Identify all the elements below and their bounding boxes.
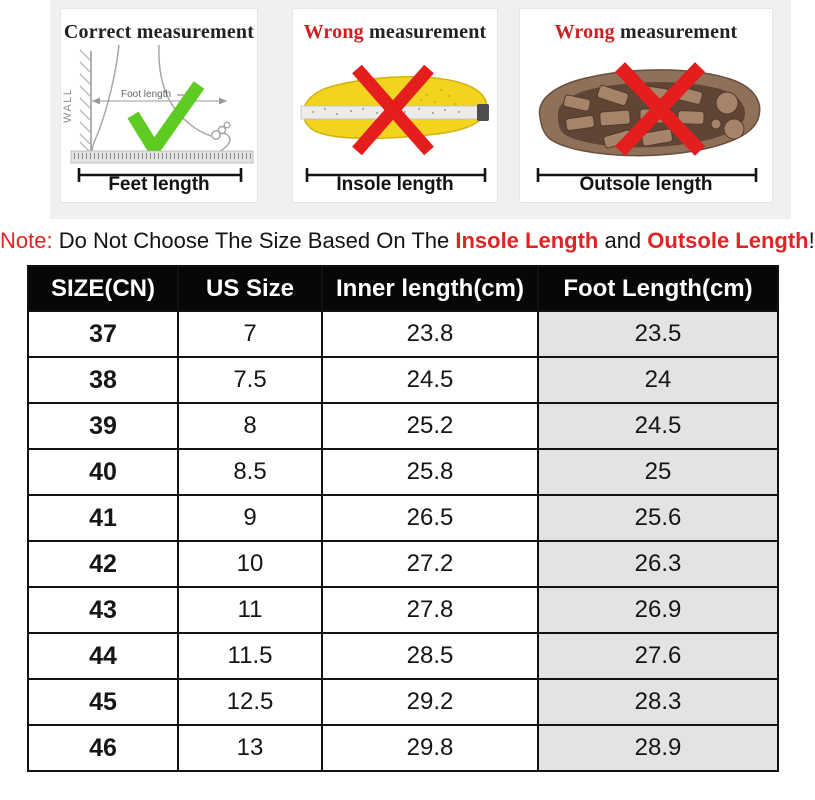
table-cell: 24 — [538, 357, 778, 403]
table-cell: 25.2 — [322, 403, 538, 449]
table-cell: 23.5 — [538, 311, 778, 357]
table-cell: 13 — [178, 725, 322, 771]
table-cell: 27.6 — [538, 633, 778, 679]
table-cell: 11.5 — [178, 633, 322, 679]
card-title — [293, 21, 497, 44]
insole-diagram — [293, 45, 499, 183]
table-row — [28, 587, 778, 633]
ruler-icon — [71, 151, 253, 163]
table-cell: 40 — [28, 449, 178, 495]
table-cell: 26.3 — [538, 541, 778, 587]
table-cell: 28.3 — [538, 679, 778, 725]
table-header-row — [28, 266, 778, 311]
note-highlight-insole: Insole Length — [455, 228, 599, 253]
table-cell: 23.8 — [322, 311, 538, 357]
col-header-us-size: US Size — [178, 266, 322, 311]
note-text-2: and — [598, 228, 648, 253]
table-row — [28, 449, 778, 495]
table-row — [28, 679, 778, 725]
col-header-size-cn: SIZE(CN) — [28, 266, 178, 311]
table-cell: 29.8 — [322, 725, 538, 771]
foot-measurement-diagram — [61, 45, 259, 183]
table-cell: 25.6 — [538, 495, 778, 541]
table-cell: 28.5 — [322, 633, 538, 679]
card-wrong-outsole — [519, 8, 773, 203]
table-cell: 45 — [28, 679, 178, 725]
table-row — [28, 403, 778, 449]
warning-note — [0, 226, 815, 256]
table-cell: 8 — [178, 403, 322, 449]
wall-hatch-icon — [80, 50, 91, 153]
table-row — [28, 725, 778, 771]
card-title — [520, 21, 772, 44]
table-cell: 43 — [28, 587, 178, 633]
card-caption: Insole length — [336, 174, 454, 195]
table-cell: 7.5 — [178, 357, 322, 403]
foot-length-label: Foot length — [121, 89, 172, 100]
note-text-3: ! — [808, 228, 815, 253]
table-cell: 27.8 — [322, 587, 538, 633]
table-cell: 10 — [178, 541, 322, 587]
table-cell: 27.2 — [322, 541, 538, 587]
card-title-rest: measurement — [614, 21, 738, 43]
wall-label: WALL — [62, 87, 74, 123]
table-cell: 38 — [28, 357, 178, 403]
table-cell: 11 — [178, 587, 322, 633]
note-highlight-outsole: Outsole Length — [647, 228, 809, 253]
table-row — [28, 633, 778, 679]
table-cell: 28.9 — [538, 725, 778, 771]
outsole-diagram — [520, 45, 774, 183]
table-cell: 9 — [178, 495, 322, 541]
table-row — [28, 495, 778, 541]
card-correct-measurement — [60, 8, 258, 203]
table-cell: 12.5 — [178, 679, 322, 725]
table-cell: 25.8 — [322, 449, 538, 495]
table-cell: 46 — [28, 725, 178, 771]
col-header-inner-length: Inner length(cm) — [322, 266, 538, 311]
table-cell: 42 — [28, 541, 178, 587]
table-cell: 24.5 — [322, 357, 538, 403]
table-cell: 8.5 — [178, 449, 322, 495]
table-cell: 26.9 — [538, 587, 778, 633]
card-title: Correct measurement — [63, 21, 255, 43]
table-row — [28, 311, 778, 357]
table-cell: 39 — [28, 403, 178, 449]
table-cell: 44 — [28, 633, 178, 679]
table-cell: 7 — [178, 311, 322, 357]
card-title-rest: measurement — [363, 21, 487, 43]
col-header-foot-length: Foot Length(cm) — [538, 266, 778, 311]
table-cell: 26.5 — [322, 495, 538, 541]
card-caption: Outsole length — [579, 174, 713, 195]
table-cell: 41 — [28, 495, 178, 541]
size-table-body — [28, 311, 778, 771]
measurement-guide-strip — [50, 0, 791, 219]
table-row — [28, 541, 778, 587]
table-cell: 37 — [28, 311, 178, 357]
card-caption: Feet length — [108, 174, 210, 195]
table-row — [28, 357, 778, 403]
table-cell: 24.5 — [538, 403, 778, 449]
table-cell: 29.2 — [322, 679, 538, 725]
note-label: Note: — [0, 228, 53, 253]
card-wrong-insole — [292, 8, 498, 203]
card-title-accent: Wrong — [554, 21, 615, 43]
size-table — [27, 265, 779, 772]
table-cell: 25 — [538, 449, 778, 495]
note-text-1: Do Not Choose The Size Based On The — [52, 228, 456, 253]
card-title-accent: Wrong — [303, 21, 364, 43]
